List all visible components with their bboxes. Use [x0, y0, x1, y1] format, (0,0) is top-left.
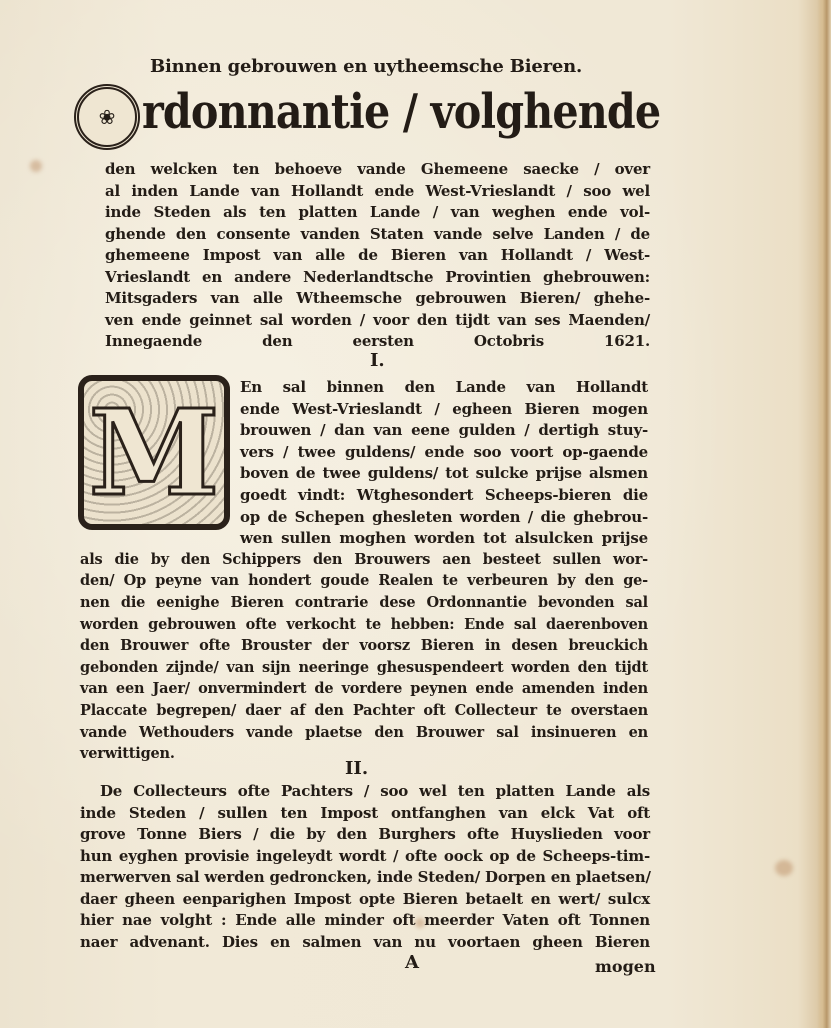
section-number-1: I.	[370, 350, 385, 371]
text-line: merwerven sal werden gedroncken, inde Steden/ Dorpen en plaetsen/	[80, 868, 651, 886]
text-line: Mitsgaders van alle Wtheemsche gebrouwen Bieren/ ghehe-	[105, 289, 650, 307]
signature-mark: A	[405, 952, 419, 973]
text-line: op de Schepen ghesleten worden / die ghebrou-	[240, 507, 648, 526]
text-line: ghemeene Impost van alle de Bieren van Hollandt / West-	[105, 246, 650, 264]
paper-stain	[775, 860, 793, 876]
text-line: Innegaende den eersten Octobris 1621.	[105, 332, 650, 350]
text-line: daer gheen eenparighen Impost opte Bieren betaelt en wert/ sulcx	[80, 889, 650, 908]
drop-initial-letter: M	[88, 382, 220, 522]
text-line: hier nae volght : Ende alle minder oft meerder Vaten oft Tonnen	[80, 911, 650, 929]
text-line: worden gebrouwen ofte verkocht te hebben: Ende sal daerenboven	[80, 615, 648, 633]
text-line: nen die eenighe Bieren contrarie dese Ordonnantie bevonden sal	[80, 594, 648, 611]
paper-stain	[30, 160, 42, 172]
section-number-2: II.	[345, 758, 369, 779]
page-edge	[817, 0, 831, 1028]
text-line: inde Steden als ten platten Lande / van weghen ende vol-	[105, 203, 650, 221]
text-line: brouwen / dan van eene gulden / dertigh stuy-	[240, 421, 648, 440]
text-line: verwittigen.	[80, 745, 175, 763]
text-line: den Brouwer ofte Brouster der voorsz Bieren in desen breuckich	[80, 637, 648, 655]
text-line: ende West-Vrieslandt / egheen Bieren mogen	[240, 399, 648, 418]
flower-ornament-icon: ❀	[98, 105, 116, 129]
running-header: Binnen gebrouwen en uytheemsche Bieren.	[150, 56, 583, 77]
text-line: van een Jaer/ onvermindert de vordere peynen ende amenden inden	[80, 680, 648, 698]
text-line: ghende den consente vanden Staten vande selve Landen / de	[105, 224, 650, 243]
document-title: rdonnantie / volghende	[142, 84, 661, 140]
text-line: inde Steden / sullen ten Impost ontfanghen van elck Vat oft	[80, 803, 650, 822]
text-line: Placcate begrepen/ daer af den Pachter oft Collecteur te overstaen	[80, 702, 648, 719]
text-line: goedt vindt: Wtghesondert Scheeps-bieren die	[240, 486, 648, 504]
text-line: De Collecteurs ofte Pachters / soo wel ten platten Lande als	[100, 782, 650, 800]
text-line: boven de twee guldens/ tot sulcke prijse alsmen	[240, 464, 648, 483]
text-line: ven ende geinnet sal worden / voor den tijdt van ses Maenden/	[105, 310, 650, 329]
text-line: al inden Lande van Hollandt ende West-Vrieslandt / soo wel	[105, 181, 650, 200]
text-line: hun eyghen provisie ingeleydt wordt / ofte oock op de Scheeps-tim-	[80, 846, 650, 865]
text-line: Vrieslandt en andere Nederlandtsche Provintien ghebrouwen:	[105, 267, 650, 286]
ornamental-initial-o	[74, 84, 140, 150]
text-line: vers / twee guldens/ ende soo voort op-gaende	[240, 442, 648, 461]
text-line: als die by den Schippers den Brouwers aen besteet sullen wor-	[80, 550, 648, 568]
text-line: naer advenant. Dies en salmen van nu voortaen gheen Bieren	[80, 932, 650, 951]
catchword: mogen	[595, 957, 656, 976]
ornamental-drop-initial-m	[78, 375, 230, 530]
text-line: vande Wethouders vande plaetse den Brouwer sal insinueren en	[80, 723, 648, 741]
text-line: den/ Op peyne van hondert goude Realen te verbeuren by den ge-	[80, 572, 648, 590]
text-line: gebonden zijnde/ van sijn neeringe ghesuspendeert worden den tijdt	[80, 658, 648, 676]
text-line: den welcken ten behoeve vande Ghemeene saecke / over	[105, 160, 650, 178]
text-line: En sal binnen den Lande van Hollandt	[240, 378, 648, 396]
text-line: wen sullen moghen worden tot alsulcken prijse	[240, 529, 648, 548]
text-line: grove Tonne Biers / die by den Burghers ofte Huyslieden voor	[80, 825, 650, 843]
